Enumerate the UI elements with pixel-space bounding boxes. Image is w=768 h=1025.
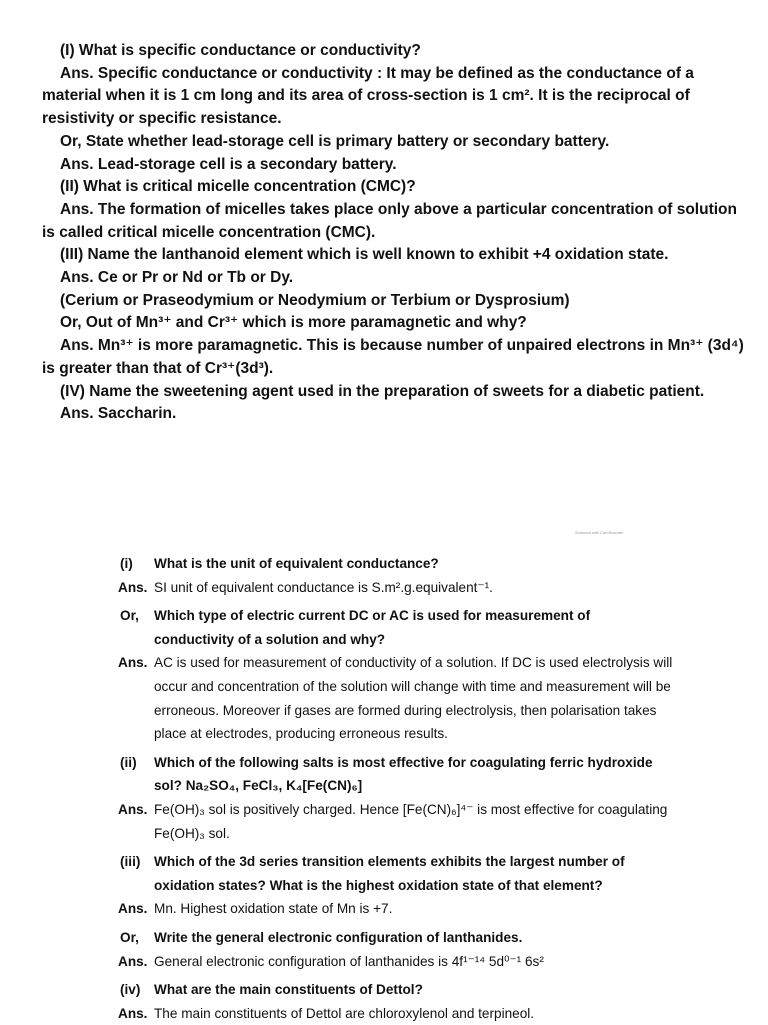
text-line: (IV) Name the sweetening agent used in the preparation of sweets for a diabetic patient. — [60, 382, 705, 400]
item-text: SI unit of equivalent conductance is S.m².g.equivalent⁻¹. — [154, 579, 493, 595]
item-text: Fe(OH)₃ sol is positively charged. Hence [Fe(CN)₆]⁴⁻ is most effective for coagulating Fe(OH)₃ sol. — [154, 801, 668, 841]
text-line: Ans. Ce or Pr or Nd or Tb or Dy. — [60, 269, 294, 287]
question-item — [98, 978, 673, 1002]
text-line: Or, Out of Mn³⁺ and Cr³⁺ which is more paramagnetic and why? — [60, 314, 527, 332]
question-item — [98, 850, 673, 897]
item-text: What are the main constituents of Dettol? — [154, 982, 423, 998]
text-line: Ans. The formation of micelles takes place only above a particular concentration of solution — [60, 200, 737, 218]
item-label: Ans. — [118, 1005, 148, 1021]
item-label: Ans. — [118, 901, 148, 917]
text-line: resistivity or specific resistance. — [42, 110, 282, 128]
answer-item — [98, 651, 673, 745]
item-text: The main constituents of Dettol are chloroxylenol and terpineol. — [154, 1005, 535, 1021]
text-line: Ans. Saccharin. — [60, 405, 177, 423]
question-item — [98, 604, 673, 651]
item-label: (i) — [120, 556, 133, 571]
item-label: Or, — [120, 608, 139, 624]
item-text: AC is used for measurement of conductivity of a solution. If DC is used electrolysis will occur and concentration of the solution will change with time and measurement will be erroneous. Moreover if gases are formed during electrolysis, then polarisation takes place at electrodes, producing erroneous results. — [154, 655, 673, 742]
item-label: Ans. — [118, 801, 148, 817]
question-item — [98, 751, 673, 798]
answer-item — [98, 798, 673, 845]
text-line: material when it is 1 cm long and its area of cross-section is 1 cm². It is the reciprocal of — [42, 87, 690, 105]
section-two — [98, 552, 673, 1025]
text-line: (III) Name the lanthanoid element which is well known to exhibit +4 oxidation state. — [60, 246, 669, 264]
question-item — [98, 926, 673, 950]
item-text: Mn. Highest oxidation state of Mn is +7. — [154, 901, 393, 917]
item-text: Which type of electric current DC or AC is used for measurement of conductivity of a solution and why? — [154, 608, 591, 647]
item-text: Which of the following salts is most effective for coagulating ferric hydroxide sol? Na₂SO₄, FeCl₃, K₄[Fe(CN)₆] — [154, 754, 653, 794]
text-line: (II) What is critical micelle concentration (CMC)? — [60, 178, 416, 196]
item-text: What is the unit of equivalent conductance? — [154, 556, 439, 571]
text-line: Or, State whether lead-storage cell is primary battery or secondary battery. — [60, 132, 610, 150]
item-label: Ans. — [118, 579, 148, 595]
text-line: is called critical micelle concentration (CMC). — [42, 223, 376, 241]
scanner-stamp: Scanned with CamScanner — [575, 530, 624, 535]
item-label: Ans. — [118, 953, 148, 969]
answer-item — [98, 1002, 673, 1025]
answer-item — [98, 897, 673, 921]
text-line: Ans. Lead-storage cell is a secondary battery. — [60, 155, 397, 173]
answer-item — [98, 950, 673, 974]
item-text: Write the general electronic configuration of lanthanides. — [154, 929, 523, 945]
question-item — [98, 552, 673, 576]
section-one — [42, 40, 758, 426]
item-text: General electronic configuration of lanthanides is 4f¹⁻¹⁴ 5d⁰⁻¹ 6s² — [154, 953, 544, 969]
item-label: Or, — [120, 929, 139, 945]
text-line: is greater than that of Cr³⁺(3d³). — [42, 359, 274, 377]
answer-item — [98, 576, 673, 600]
text-line: (Cerium or Praseodymium or Neodymium or Terbium or Dysprosium) — [60, 291, 570, 309]
item-label: (iii) — [120, 854, 141, 870]
item-label: (ii) — [120, 754, 137, 770]
text-line: Ans. Specific conductance or conductivity : It may be defined as the conductance of a — [60, 64, 694, 82]
item-label: Ans. — [118, 655, 148, 671]
text-line: (I) What is specific conductance or conductivity? — [60, 42, 421, 59]
item-label: (iv) — [120, 982, 141, 998]
item-text: Which of the 3d series transition elements exhibits the largest number of oxidation states? What is the highest oxidation state of that element? — [154, 854, 625, 893]
text-line: Ans. Mn³⁺ is more paramagnetic. This is because number of unpaired electrons in Mn³⁺ (3d⁴) — [60, 337, 744, 355]
